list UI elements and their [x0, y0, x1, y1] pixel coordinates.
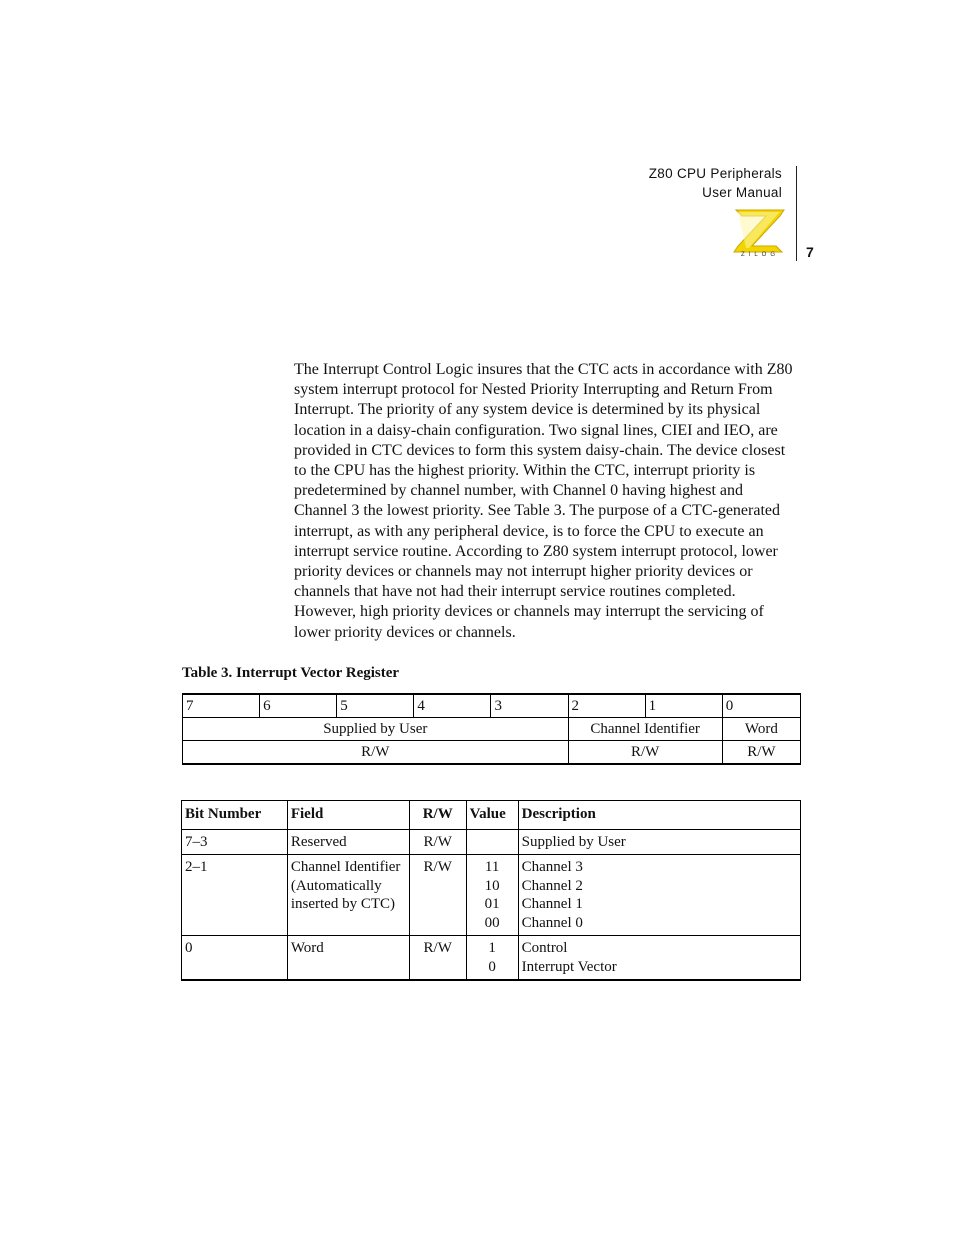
bit-cell: 1	[645, 694, 722, 718]
table-row	[182, 829, 801, 855]
value-line: 10	[484, 877, 500, 894]
access-cell: R/W	[568, 741, 722, 765]
table-header-row	[182, 801, 801, 830]
value-cell	[466, 936, 518, 981]
rw-cell: R/W	[409, 936, 466, 981]
field-line: (Automatically	[290, 877, 382, 894]
description-line: Interrupt Vector	[521, 958, 617, 975]
description-line: Supplied by User	[521, 833, 626, 850]
bit-number-row	[183, 694, 801, 718]
value-line: 1	[488, 940, 496, 956]
value-line: 00	[484, 914, 500, 931]
field-line: Word	[290, 940, 324, 956]
table-row	[182, 936, 801, 981]
header-product-title: Z80 CPU Peripherals	[648, 166, 782, 181]
field-row	[183, 718, 801, 741]
header-doc-title: User Manual	[702, 185, 782, 200]
access-row	[183, 741, 801, 765]
field-cell	[287, 855, 409, 936]
body-paragraph: The Interrupt Control Logic insures that the CTC acts in accordance with Z80 system interrupt protocol for Nested Priority Interrupting and Return From Interrupt. The priority of any system device is determined by its physical location in a daisy-chain configuration. Two signal lines, CIEI and IEO, are provided in CTC devices to form this system daisy-chain. The device closest to the CPU has the highest priority. Within the CTC, interrupt priority is predetermined by channel number, with Channel 0 having highest and Channel 3 the lowest priority. See Table 3. The purpose of a CTC-generated interrupt, as with any peripheral device, is to force the CPU to execute an interrupt service routine. According to Z80 system interrupt protocol, lower priority devices or channels may not interrupt higher priority devices or channels that have not had their interrupt service routines completed. However, high priority devices or channels may interrupt the servicing of lower priority devices or channels.	[294, 361, 793, 641]
description-cell	[518, 936, 800, 981]
table-row	[182, 855, 801, 936]
description-cell	[518, 829, 800, 855]
access-cell: R/W	[183, 741, 569, 765]
value-cell	[466, 829, 518, 855]
field-cell	[287, 829, 409, 855]
column-header: R/W	[409, 801, 466, 830]
description-line: Channel 0	[521, 914, 583, 931]
rw-cell: R/W	[409, 855, 466, 936]
running-header	[649, 164, 782, 202]
field-cell: Supplied by User	[183, 718, 569, 741]
bit-cell: 7	[183, 694, 260, 718]
bit-cell: 5	[337, 694, 414, 718]
field-line: inserted by CTC)	[290, 896, 395, 912]
column-header: Description	[518, 801, 800, 830]
bit-cell: 6	[260, 694, 337, 718]
table-caption: Table 3. Interrupt Vector Register	[182, 665, 400, 681]
page-number: 7	[806, 244, 814, 260]
value-line: 0	[488, 958, 496, 975]
description-line: Control	[521, 940, 568, 956]
field-cell: Word	[722, 718, 800, 741]
description-line: Channel 2	[521, 877, 583, 894]
rw-cell: R/W	[409, 829, 466, 855]
column-header: Field	[287, 801, 409, 830]
field-cell	[287, 936, 409, 981]
bit-cell: 2	[568, 694, 645, 718]
column-header: Value	[466, 801, 518, 830]
header-divider	[796, 166, 797, 261]
register-bit-table	[182, 693, 801, 765]
bit-description-table	[181, 800, 801, 981]
field-cell: Channel Identifier	[568, 718, 722, 741]
column-header: Bit Number	[182, 801, 288, 830]
access-cell: R/W	[722, 741, 800, 765]
bit-number-cell: 7–3	[182, 829, 288, 855]
value-line: 11	[484, 859, 500, 875]
bit-number-cell: 2–1	[182, 855, 288, 936]
description-cell	[518, 855, 800, 936]
description-line: Channel 1	[521, 896, 583, 912]
bit-cell: 4	[414, 694, 491, 718]
bit-number-cell: 0	[182, 936, 288, 981]
value-line: 01	[484, 896, 500, 912]
value-cell	[466, 855, 518, 936]
logo-wordmark: ZILOG	[740, 252, 779, 258]
bit-cell: 3	[491, 694, 568, 718]
description-line: Channel 3	[521, 859, 583, 875]
field-line: Channel Identifier	[290, 859, 401, 875]
bit-cell: 0	[722, 694, 800, 718]
field-line: Reserved	[290, 833, 347, 850]
